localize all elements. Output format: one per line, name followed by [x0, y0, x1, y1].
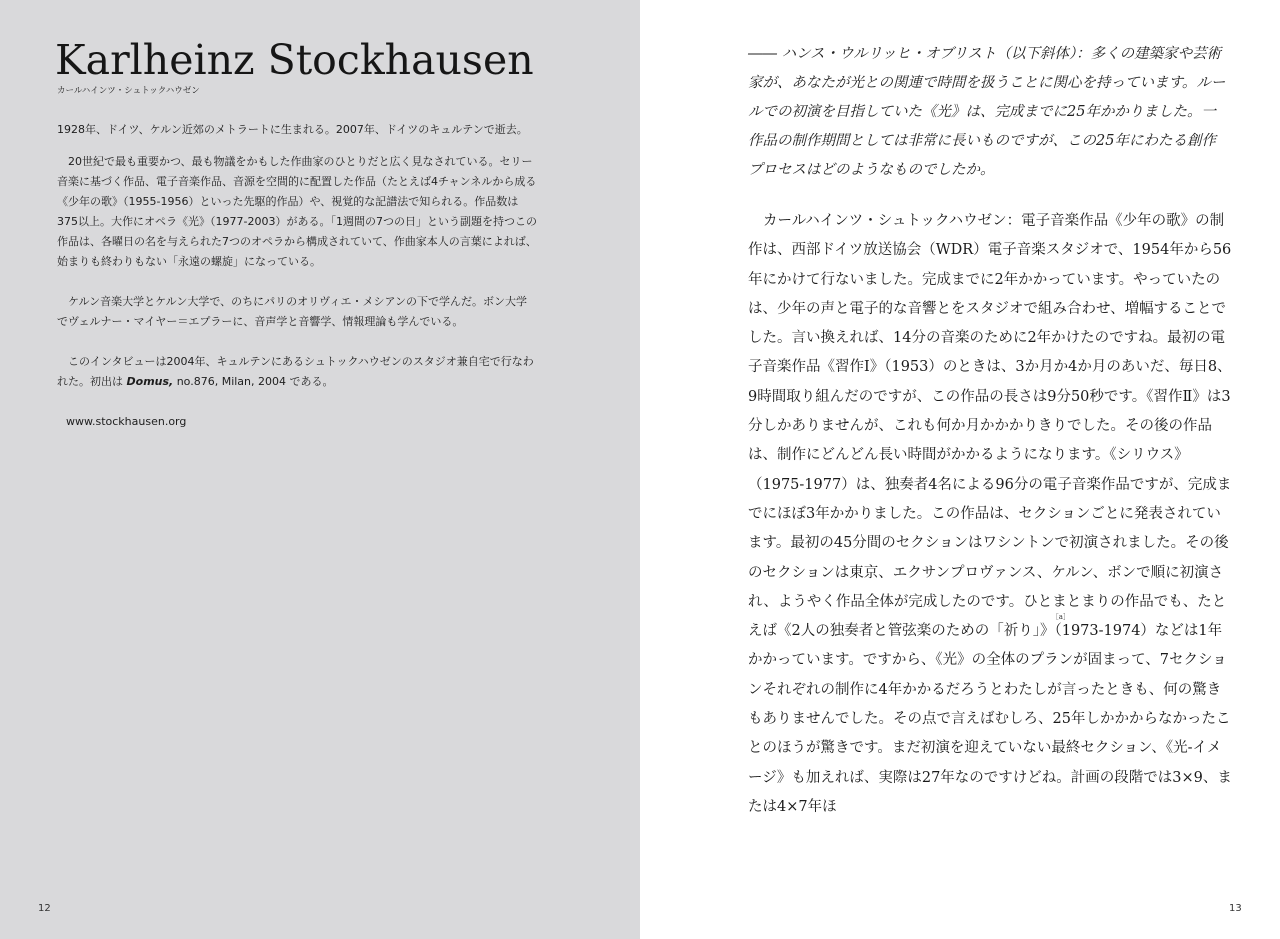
bio-paragraph-career: 20世紀で最も重要かつ、最も物議をかもした作曲家のひとりだと広く見なされている。セリー音楽に基づく作品、電子音楽作品、音源を空間的に配置した作品（たとえば4チャンネルから成る《少年の歌》（1955-1956）といった先駆的作品）や、視覚的な記譜法で知られる。作品数は375以上。大作にオペラ《光》（1977-2003）がある。「1週間の7つの日」という副題を持つこの作品は、各曜日の名を与えられた7つのオペラから構成されていて、作曲家本人の言葉によれば、始まりも終わりもない「永遠の螺旋」になっている。 — [57, 155, 537, 268]
answer-text-part2: 」》（1973-1974）などは1年かかっています。ですから、《光》の全体のプランが固まって、7セクションそれぞれの制作に4年かかるだろうとわたしが言ったときも、何の驚きもありませんでした。その点で言えばむしろ、25年しかかからなかったことのほうが驚きです。まだ初演を迎えていない最終セクション、《光-イメージ》も加えれば、実際は27年なのですけどね。計画の段階では3×9、または4×7年ほ — [748, 623, 1232, 815]
artist-name-title: Karlheinz Stockhausen — [55, 36, 534, 84]
website-url: www.stockhausen.org — [66, 415, 187, 428]
interview-note-text: このインタビューは2004年、キュルテンにあるシュトックハウゼンのスタジオ兼自宅で行なわれた。初出は — [57, 355, 534, 388]
page-number-left: 12 — [38, 903, 51, 914]
interviewee-answer — [748, 207, 1232, 822]
magazine-name: Domus, — [126, 375, 174, 388]
bio-paragraph-education: ケルン音楽大学とケルン大学で、のちにパリのオリヴィエ・メシアンの下で学んだ。ボン大学でヴェルナー・マイヤー＝エプラーに、音声学と音響学、情報理論も学んでいる。 — [57, 295, 528, 328]
artist-name-katakana: カールハインツ・シュトックハウゼン — [57, 86, 200, 96]
page-number-right: 13 — [1229, 903, 1242, 914]
interviewer-question: ―― ハンス・ウルリッヒ・オブリスト（以下斜体）：多くの建築家や芸術家が、あなたが光との関連で時間を扱うことに関心を持っています。ルールでの初演を目指していた《光》は、完成までに25年かかりました。一作品の制作期間としては非常に長いものですが、この25年にわたる創作プロセスはどのようなものでしたか。 — [748, 46, 1226, 178]
answer-text-part1: カールハインツ・シュトックハウゼン：電子音楽作品《少年の歌》の制作は、西部ドイツ放送協会（WDR）電子音楽スタジオで、1954年から56年にかけて行ないました。完成までに2年かかっています。やっていたのは、少年の声と電子的な音響とをスタジオで組み合わせ、増幅することでした。言い換えれば、14分の音楽のために2年かけたのですね。最初の電子音楽作品《習作Ⅰ》（1953）のときは、3か月か4か月のあいだ、毎日8、9時間取り組んだのですが、この作品の長さは9分50秒です。《習作Ⅱ》は3分しかありませんが、これも何か月かかかりきりでした。その後の作品は、制作にどんどん長い時間がかかるようになります。《シリウス》（1975-1977）は、独奏者4名による96分の電子音楽作品ですが、完成までにほぼ3年かかりました。この作品は、セクションごとに発表されています。最初の45分間のセクションはワシントンで初演されました。その後のセクションは東京、エクサンプロヴァンス、ケルン、ボンで順に初演され、ようやく作品全体が完成したのです。ひとまとまりの作品でも、たとえば《2人の独奏者と管弦楽のための「祈り — [748, 213, 1232, 640]
interview-note-citation: no.876, Milan, 2004 である。 — [173, 375, 334, 388]
footnote-mark: ［a］ — [1051, 613, 1070, 622]
bio-paragraph-interview-note — [57, 352, 537, 392]
bio-dates: 1928年、ドイツ、ケルン近郊のメトラートに生まれる。2007年、ドイツのキュルテンで逝去。 — [57, 123, 528, 136]
